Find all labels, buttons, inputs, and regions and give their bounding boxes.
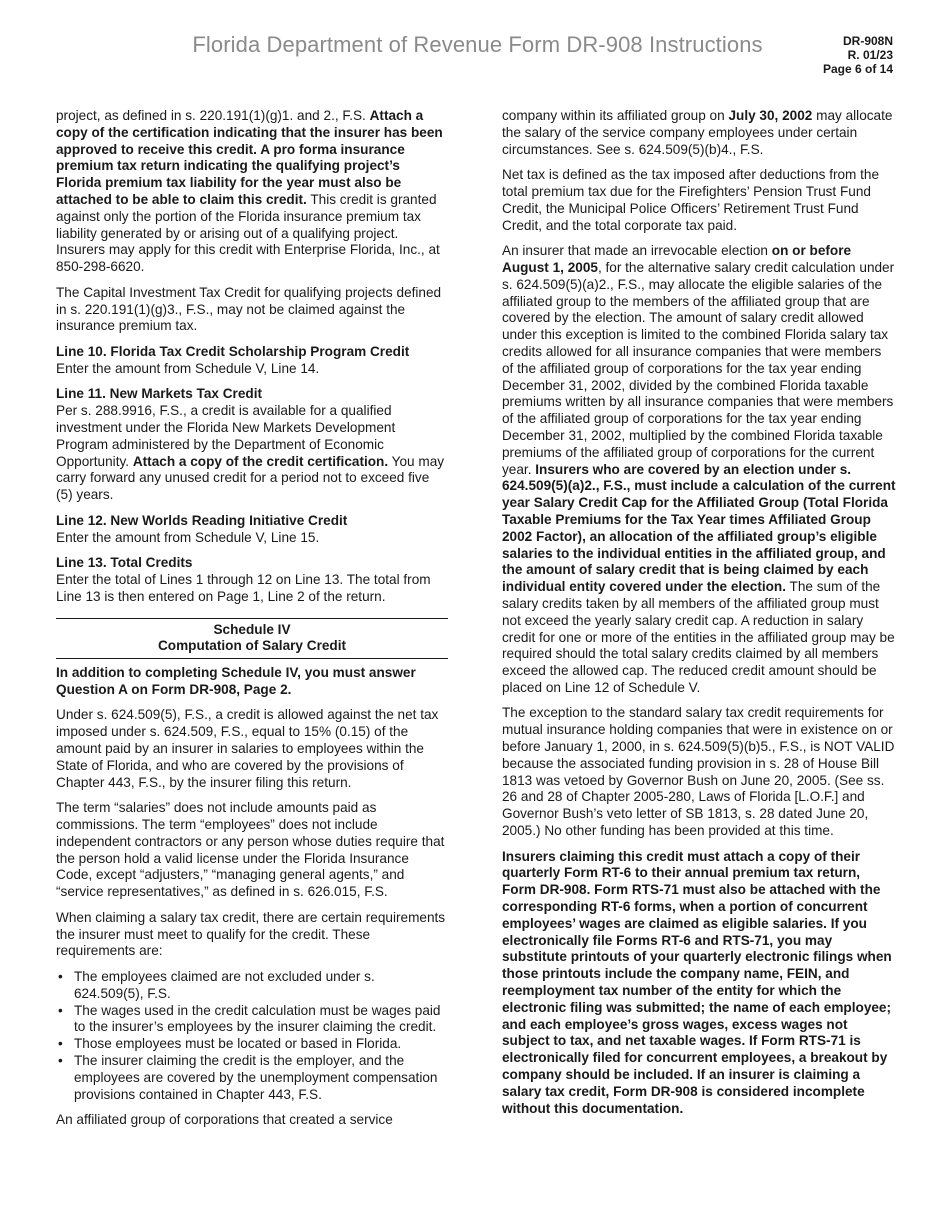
section-title: Line 13. Total Credits xyxy=(56,555,193,571)
bold-text: Attach a copy of the credit certification. xyxy=(132,453,389,469)
paragraph-affiliated: An affiliated group of corporations that created a service xyxy=(56,1112,393,1128)
list-item xyxy=(56,1053,448,1103)
bold-text: Attach a copy of the certification indicating that the insurer has been approved to receive this credit. A pro forma insurance premium tax return indicating the qualifying project’s Florida premium tax liability for the year must also be attached to be able to claim this credit. xyxy=(56,108,443,207)
right-column xyxy=(502,108,896,1126)
paragraph-project xyxy=(56,108,448,276)
text: Per s. 288.9916, F.S., a credit is available for a qualified investment under the Florida New Markets Development Program administered by the Department of Economic Opportunity. xyxy=(56,403,396,469)
text: may allocate the salary of the service company employees under certain circumstances. See s. 624.509(5)(b)4., F.S. xyxy=(502,108,893,157)
text: company within its affiliated group on xyxy=(502,108,729,123)
paragraph-attach-rt6 xyxy=(502,849,896,1118)
section-line-11 xyxy=(56,386,448,504)
list-item xyxy=(56,1003,448,1037)
form-revision: R. 01/23 xyxy=(847,48,893,62)
paragraph-salaries: The term “salaries” does not include amounts paid as commissions. The term “employees” does not include independent contractors or any person whose duties require that the person hold a valid license under the Florida Insurance Code, except “adjusters,” “managing general agents,” and “service representatives,” as defined in s. 626.015, F.S. xyxy=(56,800,445,900)
list-item-text: The insurer claiming the credit is the employer, and the employees are covered by the unemployment compensation provisions contained in Chapter 443, F.S. xyxy=(74,1053,438,1102)
text: You may carry forward any unused credit for a period not to exceed five (5) years. xyxy=(56,453,445,503)
section-line-12 xyxy=(56,513,448,547)
paragraph-under: Under s. 624.509(5), F.S., a credit is allowed against the net tax imposed under s. 624.509, F.S., equal to 15% (0.15) of the amount paid by an insurer in salaries to employees within the State of Florida, and who are covered by the provisions of Chapter 443, F.S., by the insurer filing this return. xyxy=(56,707,439,790)
requirements-list xyxy=(56,969,448,1103)
form-id: DR-908N xyxy=(842,34,893,48)
schedule-title: Schedule IV xyxy=(213,621,291,637)
page-header-title: Florida Department of Revenue Form DR-908 Instructions xyxy=(192,32,763,57)
bold-text: on or before August 1, 2005 xyxy=(502,243,852,275)
bullet-icon: • xyxy=(58,969,63,985)
bullet-icon: • xyxy=(58,1002,63,1018)
section-line-13 xyxy=(56,555,448,605)
list-item xyxy=(56,969,448,1003)
bold-text: July 30, 2002 xyxy=(728,108,813,123)
section-text: Enter the amount from Schedule V, Line 15. xyxy=(56,529,320,545)
text: , for the alternative salary credit calculation under s. 624.509(5)(a)2., F.S., may allocate the eligible salaries of the affiliated group to the members of the affiliated group that are covered by the election. The amount of salary credit allowed under this exception is limited to the combined Florida salary tax credits allowed for all insurance companies that were members of the affiliated group of corporations for the tax year ending December 31, 2002, divided by the combined Florida taxable premiums written by all insurance companies that were members of the affiliated group of corporations for the tax year ending December 31, 2002, multiplied by the combined Florida taxable premiums of the affiliated group of corporations for the current year. xyxy=(502,259,895,477)
section-title: Line 12. New Worlds Reading Initiative Credit xyxy=(56,512,348,528)
form-meta xyxy=(823,34,893,76)
bullet-icon: • xyxy=(58,1053,63,1069)
list-item-text: The employees claimed are not excluded under s. 624.509(5), F.S. xyxy=(74,969,375,1001)
text: An insurer that made an irrevocable election xyxy=(502,243,772,259)
schedule-intro xyxy=(56,665,448,699)
paragraph-net-tax: Net tax is defined as the tax imposed after deductions from the total premium tax due for the Firefighters’ Pension Trust Fund Credit, the Municipal Police Officers’ Retirement Trust Fund Credit, and the total corporate tax paid. xyxy=(502,167,880,233)
section-line-10 xyxy=(56,344,448,378)
bold-text: Insurers claiming this credit must attach a copy of their quarterly Form RT-6 to their annual premium tax return, Form DR-908. Form RTS-71 must also be attached with the corresponding RT-6 forms, when a portion of concurrent employees’ wages are claimed as eligible salaries. If you electronically file Forms RT-6 and RTS-71, you may substitute printouts of your quarterly electronic filings when those printouts include the company name, FEIN, and reemployment tax number of the entity for which the electronic filing was submitted; the name of each employee; and each employee’s gross wages, excess wages not subject to tax, and net taxable wages. If Form RTS-71 is electronically filed for concurrent employees, a breakout by company should be included. If an insurer is claiming a salary tax credit, Form DR-908 is considered incomplete without this documentation. xyxy=(502,848,892,1116)
paragraph-when: When claiming a salary tax credit, there are certain requirements the insurer must meet to qualify for the credit. These requirements are: xyxy=(56,909,446,959)
text: This credit is granted against only the portion of the Florida insurance premium tax liability generated by or arising out of a qualifying project. Insurers may apply for this credit with Enterprise Florida, Inc., at 850-298-6620. xyxy=(56,191,440,275)
schedule-subtitle: Computation of Salary Credit xyxy=(157,638,347,654)
left-column xyxy=(56,108,448,1138)
list-item xyxy=(56,1036,448,1053)
text: The sum of the salary credits taken by all members of the affiliated group must not exceed the yearly salary credit cap. A reduction in salary credit for one or more of the entities in the affiliated group may be required should the total salary credits claimed by all members exceed the allowed cap. The reduced credit amount should be placed on Line 12 of Schedule V. xyxy=(502,579,895,695)
list-item-text: The wages used in the credit calculation must be wages paid to the insurer’s employees by the insurer claiming the credit. xyxy=(74,1002,441,1035)
text: project, as defined in s. 220.191(1)(g)1. and 2., F.S. xyxy=(56,108,370,123)
bold-text: Insurers who are covered by an election under s. 624.509(5)(a)2., F.S., must include a calculation of the current year Salary Credit Cap for the Affiliated Group (Total Florida Taxable Premiums for the Tax Year times Affiliated Group 2002 Factor), an allocation of the affiliated group’s eligible salaries to the individual entities in the affiliated group, and the amount of salary credit that is being claimed by each individual entity covered under the election. xyxy=(502,461,896,595)
paragraph-irrevocable-election xyxy=(502,243,896,697)
bullet-icon: • xyxy=(58,1036,63,1052)
section-title: Line 10. Florida Tax Credit Scholarship Program Credit xyxy=(56,343,410,359)
paragraph-capital-investment: The Capital Investment Tax Credit for qualifying projects defined in s. 220.191(1)(g)3., F.S., may not be claimed against the insurance premium tax. xyxy=(56,284,442,334)
section-title: Line 11. New Markets Tax Credit xyxy=(56,386,262,402)
list-item-text: Those employees must be located or based in Florida. xyxy=(74,1036,402,1052)
bold-text: In addition to completing Schedule IV, you must answer Question A on Form DR-908, Page 2. xyxy=(56,665,416,697)
section-text: Enter the amount from Schedule V, Line 14. xyxy=(56,360,320,376)
schedule-iv-heading xyxy=(56,618,448,660)
paragraph-service-company xyxy=(502,108,896,158)
section-text: Enter the total of Lines 1 through 12 on Line 13. The total from Line 13 is then entered on Page 1, Line 2 of the return. xyxy=(56,571,431,604)
page-number: Page 6 of 14 xyxy=(822,62,893,76)
paragraph-exception: The exception to the standard salary tax credit requirements for mutual insurance holding companies that were in existence on or before January 1, 2000, in s. 624.509(5)(b)5., F.S., is NOT VALID because the associated funding provision in s. 28 of House Bill 1813 was vetoed by Governor Bush on June 20, 2005. (See ss. 26 and 28 of Chapter 2005-280, Laws of Florida [L.O.F.] and Governor Bush’s veto letter of SB 1813, s. 28 dated June 20, 2005.) No other funding has been provided at this time. xyxy=(502,705,895,839)
